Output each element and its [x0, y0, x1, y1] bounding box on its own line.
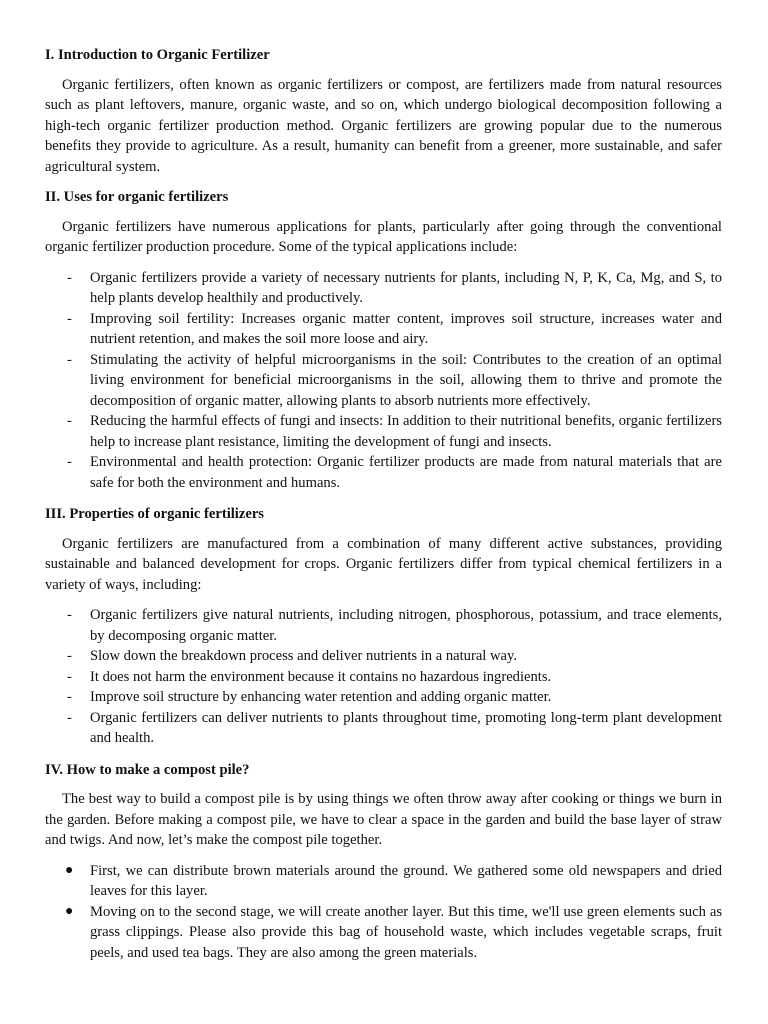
bullet-marker: ● — [65, 903, 74, 919]
section-compost — [45, 760, 722, 964]
list-item — [45, 646, 722, 667]
dash-marker: - — [67, 454, 72, 470]
dash-marker: - — [67, 668, 72, 685]
list-item — [45, 350, 722, 412]
list-item — [45, 708, 722, 749]
list-item — [45, 902, 722, 964]
list-item — [45, 861, 722, 902]
dash-marker: - — [67, 310, 72, 327]
dash-marker: - — [67, 269, 72, 286]
list-item-text: Stimulating the activity of helpful microorganisms in the soil: Contributes to the creation of an optimal living environment for beneficial microorganisms in the soil, allowing them to thrive and promote the decomposition of organic matter, allowing plants to absorb nutrients more effectively. — [90, 351, 722, 409]
section-heading: II. Uses for organic fertilizers — [45, 189, 229, 205]
section-paragraph: The best way to build a compost pile is by using things we often throw away after cooking or things we burn in the garden. Before making a compost pile, we have to clear a space in the garden and build the base layer of straw and twigs. And now, let’s make the compost pile together. — [45, 791, 722, 848]
dash-marker: - — [67, 413, 72, 429]
list-item-text: Organic fertilizers give natural nutrients, including nitrogen, phosphorous, potassium, and trace elements, by decomposing organic matter. — [90, 607, 722, 644]
dash-marker: - — [67, 648, 72, 664]
list-item-text: First, we can distribute brown materials around the ground. We gathered some old newspapers and dried leaves for this layer. — [90, 862, 722, 899]
list-item — [45, 667, 722, 688]
list-item — [45, 605, 722, 646]
list-item-text: Reducing the harmful effects of fungi and insects: In addition to their nutritional benefits, organic fertilizers help to increase plant resistance, limiting the development of fungi and insects. — [90, 413, 722, 450]
properties-list — [45, 605, 722, 749]
list-item-text: It does not harm the environment because it contains no hazardous ingredients. — [90, 668, 552, 685]
dash-marker: - — [67, 709, 72, 726]
section-paragraph: Organic fertilizers have numerous applications for plants, particularly after going through the conventional organic fertilizer production procedure. Some of the typical applications include: — [45, 218, 722, 255]
list-item-text: Moving on to the second stage, we will create another layer. But this time, we'll use green elements such as grass clippings. Please also provide this bag of household waste, which includes vegetable scraps, fruit peels, and used tea bags. They are also among the green materials. — [90, 903, 722, 961]
list-item — [45, 452, 722, 493]
section-uses — [45, 187, 722, 493]
section-paragraph: Organic fertilizers, often known as organic fertilizers or compost, are fertilizers made from natural resources such as plant leftovers, manure, organic waste, and so on, which undergo biological decomposition following a high-tech organic fertilizer production method. Organic fertilizers are growing popular due to the numerous benefits they provide to agriculture. As a result, humanity can benefit from a greener, more sustainable, and safer agricultural system. — [45, 76, 722, 175]
list-item — [45, 268, 722, 309]
section-heading: I. Introduction to Organic Fertilizer — [45, 47, 270, 63]
list-item — [45, 309, 722, 350]
list-item-text: Organic fertilizers provide a variety of necessary nutrients for plants, including N, P, K, Ca, Mg, and S, to help plants develop healthily and productively. — [90, 269, 722, 306]
section-heading: III. Properties of organic fertilizers — [45, 506, 264, 522]
dash-marker: - — [67, 689, 72, 705]
dash-marker: - — [67, 607, 72, 623]
list-item-text: Organic fertilizers can deliver nutrients to plants throughout time, promoting long-term plant development and health. — [90, 709, 722, 746]
bullet-marker: ● — [65, 862, 74, 878]
section-properties — [45, 504, 722, 749]
list-item — [45, 687, 722, 708]
list-item-text: Slow down the breakdown process and deliver nutrients in a natural way. — [90, 648, 518, 664]
list-item — [45, 411, 722, 452]
compost-steps-list — [45, 861, 722, 964]
section-introduction — [45, 45, 722, 177]
list-item-text: Environmental and health protection: Organic fertilizer products are made from natural materials that are safe for both the environment and humans. — [90, 454, 722, 491]
section-heading: IV. How to make a compost pile? — [45, 761, 250, 778]
list-item-text: Improve soil structure by enhancing water retention and adding organic matter. — [90, 689, 552, 705]
list-item-text: Improving soil fertility: Increases organic matter content, improves soil structure, increases water and nutrient retention, and makes the soil more loose and airy. — [90, 310, 722, 347]
section-paragraph: Organic fertilizers are manufactured from a combination of many different active substances, providing sustainable and balanced development for crops. Organic fertilizers differ from typical chemical fertilizers in a variety of ways, including: — [45, 535, 722, 593]
uses-list — [45, 268, 722, 494]
dash-marker: - — [67, 351, 72, 368]
